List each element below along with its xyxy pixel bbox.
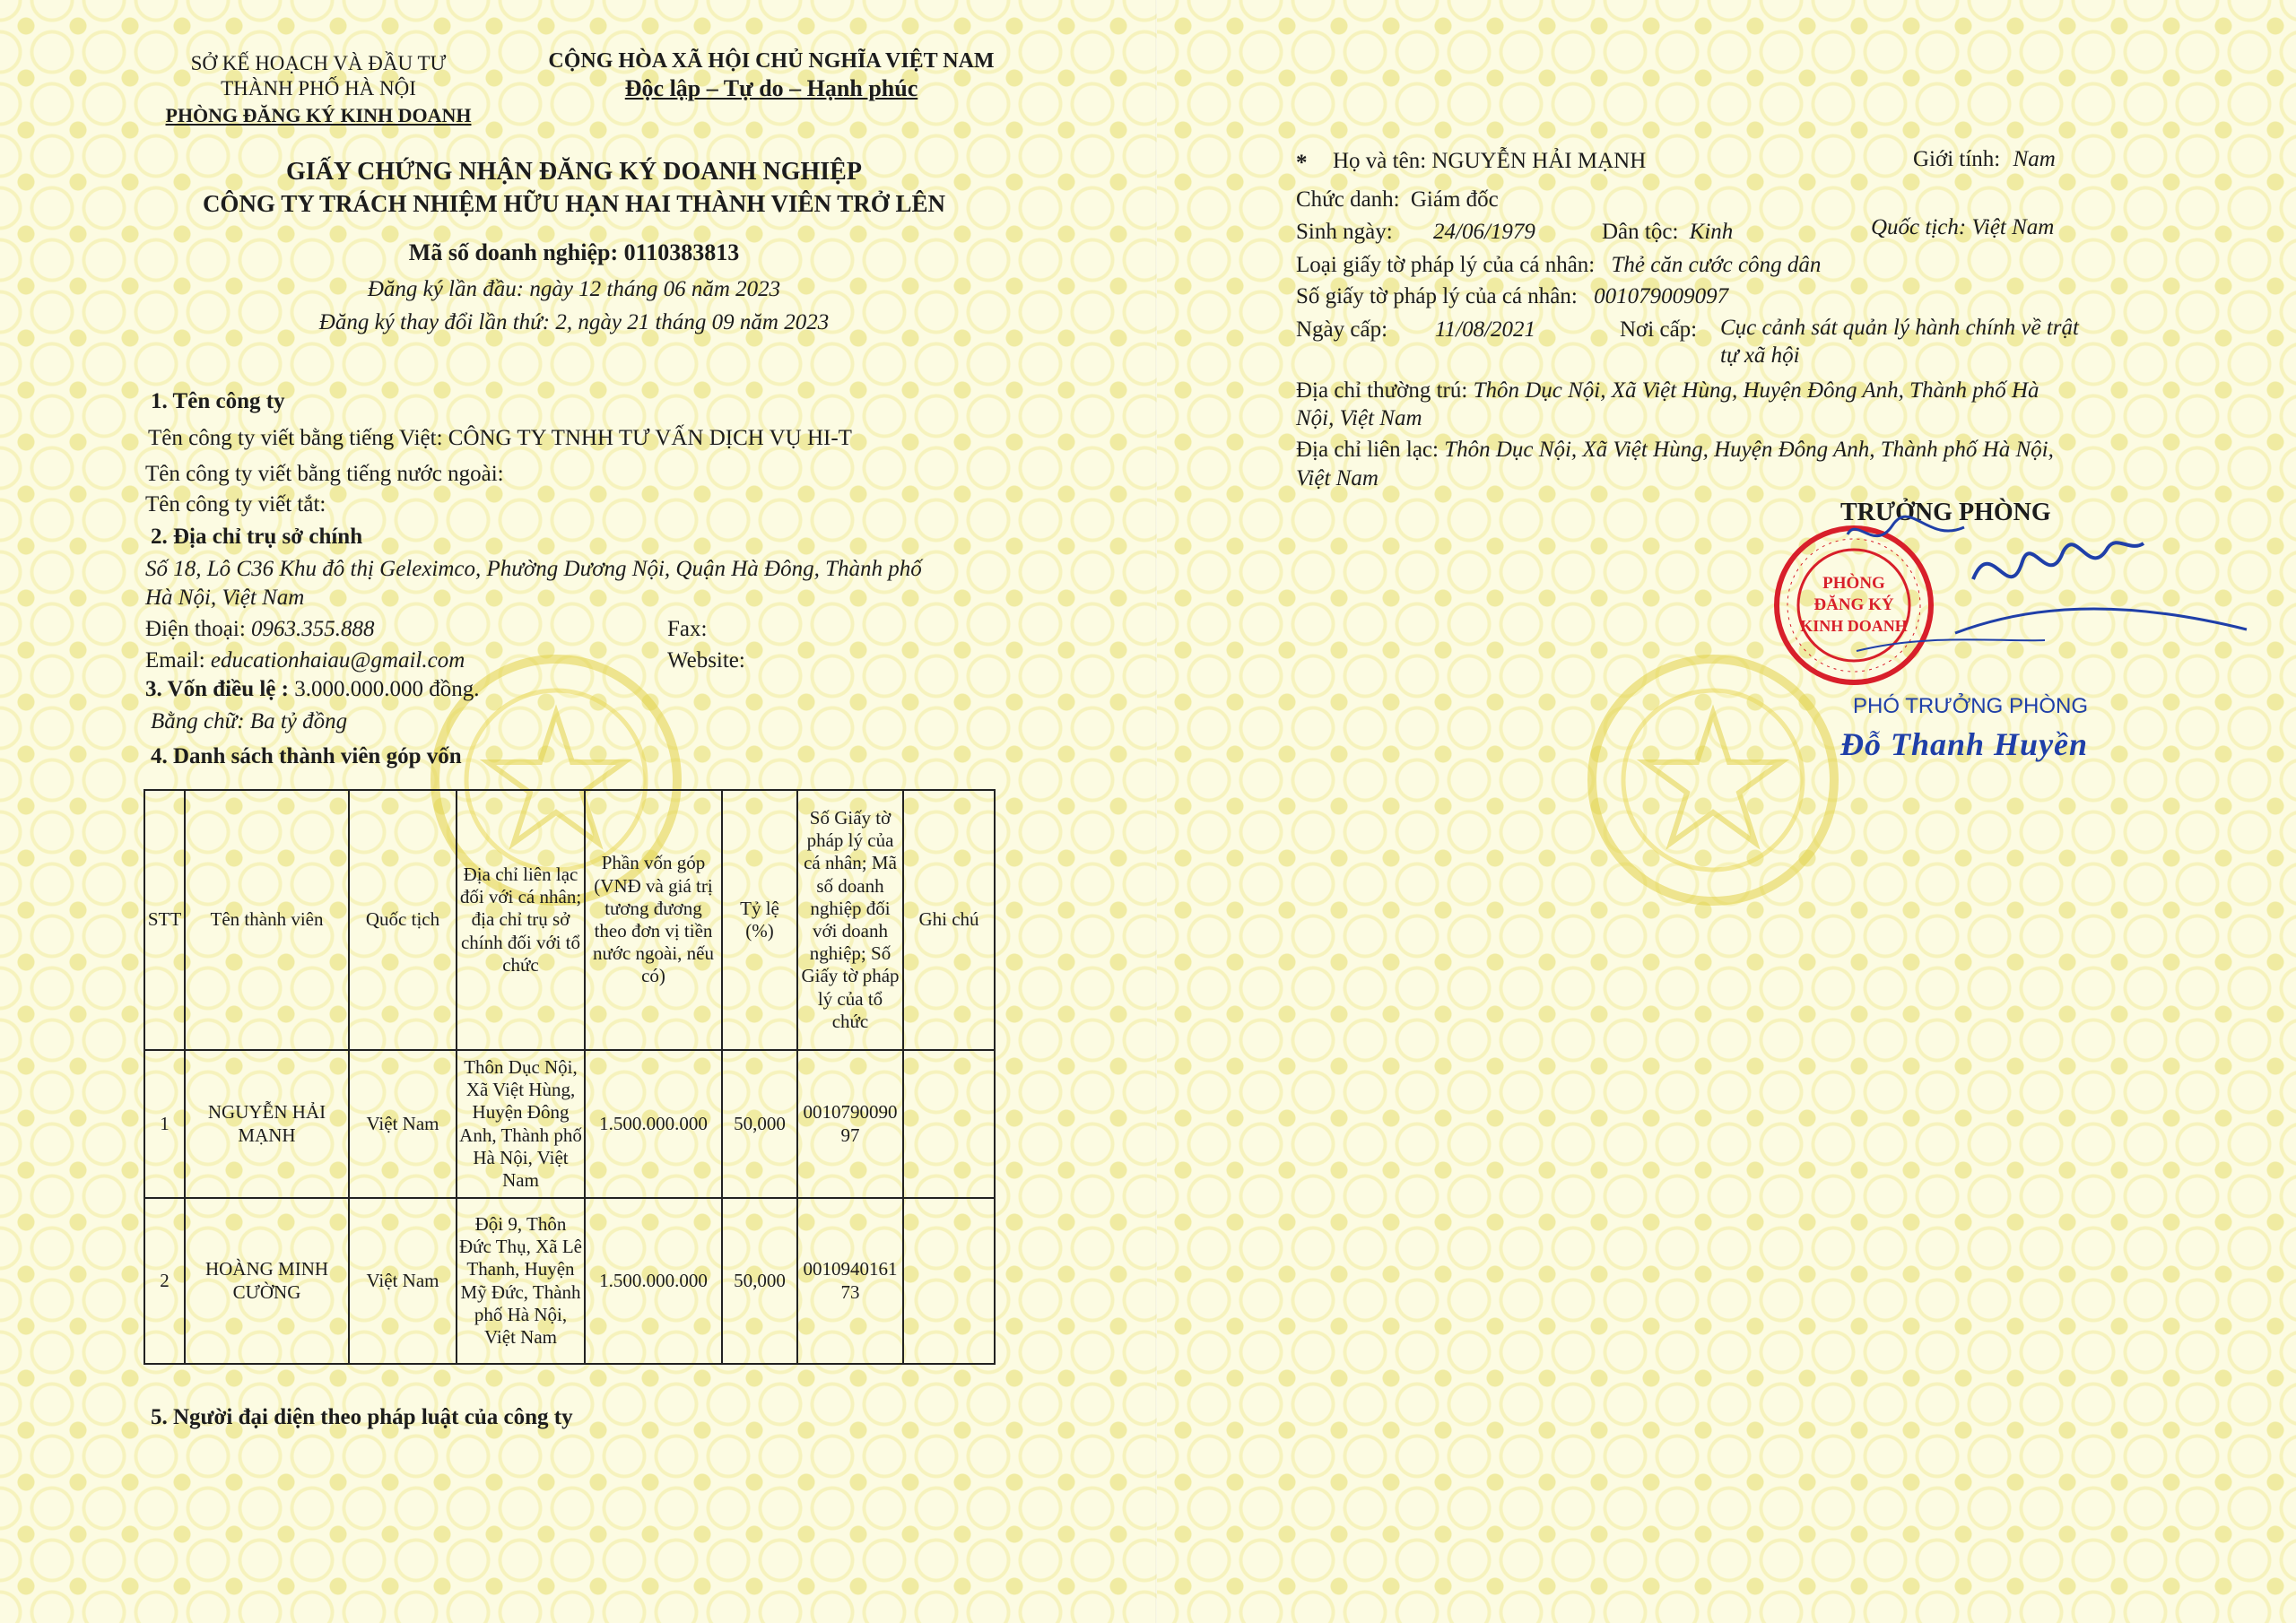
- company-name-foreign-label: Tên công ty viết bằng tiếng nước ngoài:: [145, 462, 504, 486]
- charter-capital-value: 3.000.000.000 đồng.: [294, 677, 480, 701]
- contact-address-line2: Việt Nam: [1296, 466, 1378, 490]
- perm-address-label: Địa chỉ thường trú:: [1296, 378, 1468, 403]
- deputy-head-title: PHÓ TRƯỞNG PHÒNG: [1853, 694, 2088, 718]
- charter-capital-words: Bằng chữ: Ba tỷ đồng: [151, 709, 348, 733]
- cell-address: Thôn Dục Nội, Xã Việt Hùng, Huyện Đông Anh, Thành phố Hà Nội, Việt Nam: [457, 1050, 585, 1198]
- issue-date-value: 11/08/2021: [1435, 317, 1536, 342]
- perm-address-line1: [1296, 378, 2039, 404]
- issue-place-label: Nơi cấp:: [1620, 317, 1698, 342]
- cell-capital: 1.500.000.000: [585, 1050, 722, 1198]
- ethnic-value: Kinh: [1689, 220, 1734, 244]
- document-title: GIẤY CHỨNG NHẬN ĐĂNG KÝ DOANH NGHIỆP: [286, 158, 862, 186]
- col-header-legal-doc: Số Giấy tờ pháp lý của cá nhân; Mã số doanh nghiệp đối với doanh nghiệp; Số Giấy tờ pháp lý của tổ chức: [797, 790, 903, 1050]
- col-header-address: Địa chỉ liên lạc đối với cá nhân; địa chỉ trụ sở chính đối với tổ chức: [457, 790, 585, 1050]
- perm-address-line2: Nội, Việt Nam: [1296, 406, 1422, 430]
- name-value: NGUYỄN HẢI MẠNH: [1431, 149, 1647, 173]
- company-name-short-label: Tên công ty viết tắt:: [145, 492, 326, 516]
- cell-legal-doc: 001094016173: [797, 1198, 903, 1364]
- stamp-text-line1: PHÒNG: [1822, 574, 1885, 593]
- section-members-heading: 4. Danh sách thành viên góp vốn: [151, 744, 462, 768]
- col-header-note: Ghi chú: [903, 790, 995, 1050]
- company-name-vn-label: Tên công ty viết bằng tiếng Việt:: [148, 426, 443, 450]
- doc-type-row: [1296, 253, 1821, 279]
- position-value: Giám đốc: [1410, 187, 1499, 212]
- phone-label: Điện thoại:: [145, 617, 246, 641]
- email-row: [145, 648, 465, 674]
- col-header-stt: STT: [144, 790, 185, 1050]
- gender-value: Nam: [2013, 147, 2056, 171]
- email-value: educationhaiau@gmail.com: [210, 648, 465, 673]
- doc-type-label: Loại giấy tờ pháp lý của cá nhân:: [1296, 253, 1596, 277]
- cell-stt: 2: [144, 1198, 185, 1364]
- section-company-name-heading: 1. Tên công ty: [151, 389, 285, 413]
- change-registration: Đăng ký thay đổi lần thứ: 2, ngày 21 tháng 09 năm 2023: [318, 310, 830, 334]
- header-motto: Độc lập – Tự do – Hạnh phúc: [624, 75, 918, 101]
- cell-nationality: Việt Nam: [349, 1198, 457, 1364]
- phone-row: [145, 617, 375, 643]
- cell-member-name: HOÀNG MINH CƯỜNG: [185, 1198, 349, 1364]
- table-row: [144, 1198, 995, 1364]
- cell-note: [903, 1198, 995, 1364]
- website-label: Website:: [667, 648, 745, 673]
- section-address-heading: 2. Địa chỉ trụ sở chính: [151, 525, 363, 549]
- header-country: CỘNG HÒA XÃ HỘI CHỦ NGHĨA VIỆT NAM: [548, 49, 995, 73]
- first-registration: Đăng ký lần đầu: ngày 12 tháng 06 năm 2023: [367, 277, 781, 301]
- name-row: [1333, 149, 1646, 175]
- fax-label: Fax:: [667, 617, 708, 641]
- contact-address-line1: [1296, 438, 2054, 464]
- phone-value: 0963.355.888: [251, 617, 375, 641]
- charter-capital-heading: 3. Vốn điều lệ :: [145, 677, 289, 701]
- stamp-text-line3: KINH DOANH: [1800, 617, 1908, 635]
- ethnic-label: Dân tộc:: [1602, 220, 1679, 244]
- cell-legal-doc: 001079009097: [797, 1050, 903, 1198]
- contact-address-value: Thôn Dục Nội, Xã Việt Hùng, Huyện Đông Anh, Thành phố Hà Nội,: [1444, 438, 2054, 462]
- position-label: Chức danh:: [1296, 187, 1400, 212]
- issue-place-value-line2: tự xã hội: [1720, 343, 1800, 368]
- company-name-vn-value: CÔNG TY TNHH TƯ VẤN DỊCH VỤ HI-T: [448, 426, 852, 450]
- head-of-office-title: TRƯỞNG PHÒNG: [1840, 499, 2051, 526]
- dob-label: Sinh ngày:: [1296, 220, 1393, 244]
- col-header-nationality: Quốc tịch: [349, 790, 457, 1050]
- header-city: THÀNH PHỐ HÀ NỘI: [221, 77, 416, 100]
- cell-ratio: 50,000: [722, 1050, 797, 1198]
- col-header-member-name: Tên thành viên: [185, 790, 349, 1050]
- nationality-row: [1871, 215, 2054, 241]
- certificate-page-right: [1157, 0, 2296, 1623]
- head-office-address-line1: Số 18, Lô C36 Khu đô thị Geleximco, Phường Dương Nội, Quận Hà Đông, Thành phố: [145, 557, 922, 581]
- contact-address-label: Địa chỉ liên lạc:: [1296, 438, 1439, 462]
- cell-address: Đội 9, Thôn Đức Thụ, Xã Lê Thanh, Huyện Mỹ Đức, Thành phố Hà Nội, Việt Nam: [457, 1198, 585, 1364]
- name-label: Họ và tên:: [1333, 149, 1427, 173]
- enterprise-code: Mã số doanh nghiệp: 0110383813: [408, 239, 740, 265]
- bullet-star: *: [1296, 151, 1308, 175]
- cell-capital: 1.500.000.000: [585, 1198, 722, 1364]
- members-table-header-row: [144, 790, 995, 1050]
- position-row: [1296, 187, 1499, 213]
- nationality-label: Quốc tịch:: [1871, 215, 1967, 239]
- charter-capital-row: [145, 677, 479, 703]
- issue-place-value-line1: Cục cảnh sát quản lý hành chính về trật: [1720, 316, 2079, 340]
- doc-type-value: Thẻ căn cước công dân: [1611, 253, 1822, 277]
- doc-no-value: 001079009097: [1594, 284, 1729, 308]
- gender-label: Giới tính:: [1913, 147, 2001, 171]
- table-row: [144, 1050, 995, 1198]
- company-type-title: CÔNG TY TRÁCH NHIỆM HỮU HẠN HAI THÀNH VIÊN TRỞ LÊN: [202, 190, 946, 217]
- company-name-vn: [148, 426, 852, 452]
- email-label: Email:: [145, 648, 205, 673]
- col-header-ratio: Tỷ lệ (%): [722, 790, 797, 1050]
- cell-nationality: Việt Nam: [349, 1050, 457, 1198]
- doc-no-row: [1296, 284, 1728, 310]
- cell-stt: 1: [144, 1050, 185, 1198]
- issue-date-label: Ngày cấp:: [1296, 317, 1388, 342]
- stamp-text-line2: ĐĂNG KÝ: [1813, 595, 1894, 614]
- dob-value: 24/06/1979: [1433, 220, 1535, 244]
- nationality-value: Việt Nam: [1971, 215, 2055, 239]
- header-office: PHÒNG ĐĂNG KÝ KINH DOANH: [165, 104, 472, 126]
- members-table: [144, 789, 996, 1365]
- perm-address-value: Thôn Dục Nội, Xã Việt Hùng, Huyện Đông Anh, Thành phố Hà: [1473, 378, 2039, 403]
- head-office-address-line2: Hà Nội, Việt Nam: [145, 586, 305, 610]
- gender-row: [1913, 147, 2056, 173]
- cell-member-name: NGUYỄN HẢI MẠNH: [185, 1050, 349, 1198]
- cell-ratio: 50,000: [722, 1198, 797, 1364]
- doc-no-label: Số giấy tờ pháp lý của cá nhân:: [1296, 284, 1578, 308]
- header-department: SỞ KẾ HOẠCH VÀ ĐẦU TƯ: [190, 52, 447, 74]
- signer-name: Đỗ Thanh Huyền: [1840, 726, 2089, 762]
- section-legal-rep-heading: 5. Người đại diện theo pháp luật của công ty: [151, 1405, 573, 1429]
- col-header-capital: Phần vốn góp (VNĐ và giá trị tương đương theo đơn vị tiền nước ngoài, nếu có): [585, 790, 722, 1050]
- ethnic-row: [1602, 220, 1733, 246]
- handwritten-signature-icon: [1821, 499, 2251, 678]
- cell-note: [903, 1050, 995, 1198]
